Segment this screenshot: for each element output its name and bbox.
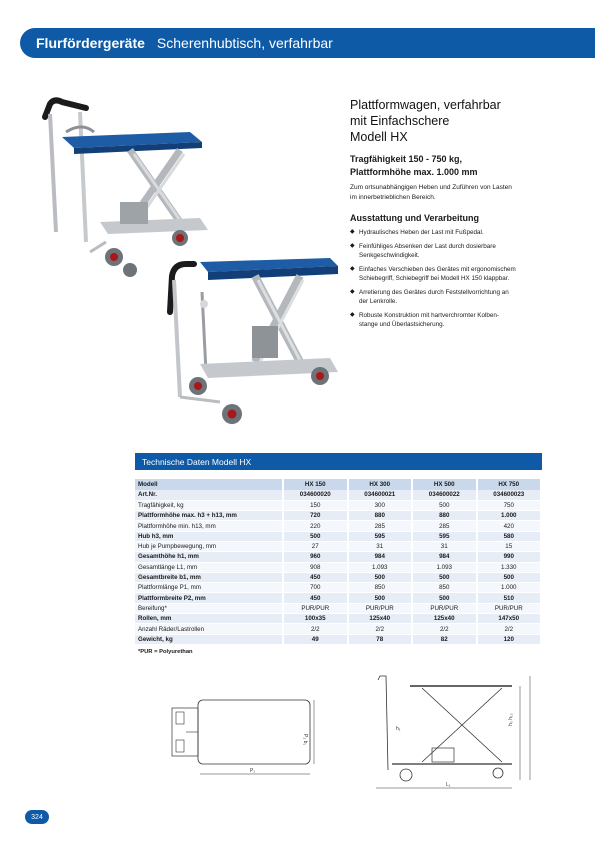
dim-label-length: P₁ bbox=[250, 768, 256, 774]
table-cell: PUR/PUR bbox=[348, 603, 413, 613]
table-cell: 120 bbox=[477, 634, 542, 644]
table-cell: 034600023 bbox=[477, 490, 542, 500]
row-label: Plattformbreite P2, mm bbox=[135, 593, 283, 603]
table-cell: 82 bbox=[412, 634, 477, 644]
table-cell: 1.093 bbox=[412, 562, 477, 572]
row-label: Gewicht, kg bbox=[135, 634, 283, 644]
table-cell: 850 bbox=[412, 583, 477, 593]
table-row bbox=[135, 552, 541, 562]
table-row bbox=[135, 624, 541, 634]
column-header: HX 750 bbox=[477, 479, 542, 490]
table-row bbox=[135, 521, 541, 531]
table-cell: 285 bbox=[348, 521, 413, 531]
bullet-icon: ◆ bbox=[350, 265, 355, 272]
dim-label-width: P₂ b₁ bbox=[302, 734, 308, 746]
table-cell: PUR/PUR bbox=[412, 603, 477, 613]
row-label: Tragfähigkeit, kg bbox=[135, 500, 283, 510]
table-row bbox=[135, 511, 541, 521]
table-cell: 500 bbox=[412, 500, 477, 510]
table-cell: 49 bbox=[283, 634, 348, 644]
row-label: Hub h3, mm bbox=[135, 531, 283, 541]
table-cell: 1.330 bbox=[477, 562, 542, 572]
table-cell: 150 bbox=[283, 500, 348, 510]
drawing-top-view bbox=[160, 688, 330, 793]
table-cell: 1.093 bbox=[348, 562, 413, 572]
table-cell: 990 bbox=[477, 552, 542, 562]
dim-label-h1: h₁ bbox=[396, 726, 401, 732]
table-cell: 595 bbox=[412, 531, 477, 541]
feature-item: ◆ Hydraulisches Heben der Last mit Fußpedal. bbox=[350, 229, 484, 236]
bullet-icon: ◆ bbox=[350, 311, 355, 318]
chapter-title: Flurfördergeräte bbox=[36, 35, 145, 51]
table-cell: 450 bbox=[283, 572, 348, 582]
table-cell: 880 bbox=[348, 511, 413, 521]
table-cell: 2/2 bbox=[412, 624, 477, 634]
technical-data-block bbox=[135, 453, 542, 655]
table-header-row bbox=[135, 479, 541, 490]
table-cell: 034600021 bbox=[348, 490, 413, 500]
bullet-icon: ◆ bbox=[350, 288, 355, 295]
table-row bbox=[135, 603, 541, 613]
table-cell: 700 bbox=[283, 583, 348, 593]
table-cell: 125x40 bbox=[412, 614, 477, 624]
table-row bbox=[135, 583, 541, 593]
table-cell: 500 bbox=[283, 531, 348, 541]
table-cell: 880 bbox=[412, 511, 477, 521]
technical-data-table bbox=[135, 479, 542, 645]
table-cell: 125x40 bbox=[348, 614, 413, 624]
table-cell: 1.000 bbox=[477, 511, 542, 521]
table-cell: 450 bbox=[283, 593, 348, 603]
column-header: HX 150 bbox=[283, 479, 348, 490]
row-label: Bereifung* bbox=[135, 603, 283, 613]
table-row bbox=[135, 634, 541, 644]
table-cell: 300 bbox=[348, 500, 413, 510]
table-cell: 500 bbox=[412, 572, 477, 582]
row-label: Plattformhöhe min. h13, mm bbox=[135, 521, 283, 531]
bullet-icon: ◆ bbox=[350, 229, 355, 235]
product-info bbox=[350, 97, 560, 334]
table-cell: PUR/PUR bbox=[477, 603, 542, 613]
table-cell: 27 bbox=[283, 541, 348, 551]
page-number: 324 bbox=[25, 810, 49, 824]
table-cell: 285 bbox=[412, 521, 477, 531]
table-cell: 908 bbox=[283, 562, 348, 572]
chapter-subtitle: Scherenhubtisch, verfahrbar bbox=[156, 35, 333, 51]
column-header: HX 300 bbox=[348, 479, 413, 490]
table-footnote: *PUR = Polyurethan bbox=[138, 648, 193, 655]
table-row bbox=[135, 541, 541, 551]
features-heading: Ausstattung und Verarbeitung bbox=[350, 213, 480, 223]
row-label: Gesamthöhe h1, mm bbox=[135, 552, 283, 562]
product-key-specs: Tragfähigkeit 150 - 750 kg, Plattformhöhe max. 1.000 mm bbox=[350, 154, 478, 177]
feature-item: ◆ Feinfühliges Absenken der Last durch dosierbare Senkgeschwindigkeit. bbox=[350, 242, 496, 259]
technical-data-heading: Technische Daten Modell HX bbox=[135, 453, 542, 470]
chapter-header-bar bbox=[20, 28, 595, 58]
column-header: Modell bbox=[135, 479, 283, 490]
table-cell: 850 bbox=[348, 583, 413, 593]
feature-item: ◆ Arretierung des Gerätes durch Feststellvorrichtung an der Lenkrolle. bbox=[350, 288, 509, 305]
row-label: Anzahl Räder/Lastrollen bbox=[135, 624, 283, 634]
row-label: Hub je Pumpbewegung, mm bbox=[135, 541, 283, 551]
table-cell: 580 bbox=[477, 531, 542, 541]
table-cell: 500 bbox=[477, 572, 542, 582]
table-cell: 750 bbox=[477, 500, 542, 510]
table-cell: 034600020 bbox=[283, 490, 348, 500]
product-title: Plattformwagen, verfahrbar mit Einfachschere Modell HX bbox=[350, 98, 501, 144]
table-row bbox=[135, 490, 541, 500]
table-cell: 595 bbox=[348, 531, 413, 541]
table-cell: 720 bbox=[283, 511, 348, 521]
table-cell: 220 bbox=[283, 521, 348, 531]
table-cell: 420 bbox=[477, 521, 542, 531]
table-row bbox=[135, 614, 541, 624]
drawing-side-view bbox=[362, 670, 542, 805]
table-cell: 15 bbox=[477, 541, 542, 551]
column-header: HX 500 bbox=[412, 479, 477, 490]
table-cell: 31 bbox=[348, 541, 413, 551]
table-cell: 2/2 bbox=[348, 624, 413, 634]
product-photo-hx-series bbox=[160, 252, 345, 432]
table-row bbox=[135, 572, 541, 582]
table-cell: 034600022 bbox=[412, 490, 477, 500]
table-cell: 2/2 bbox=[283, 624, 348, 634]
table-cell: 78 bbox=[348, 634, 413, 644]
table-cell: 500 bbox=[348, 572, 413, 582]
table-row bbox=[135, 500, 541, 510]
bullet-icon: ◆ bbox=[350, 242, 355, 249]
row-label: Gesamtlänge L1, mm bbox=[135, 562, 283, 572]
table-row bbox=[135, 562, 541, 572]
table-row bbox=[135, 531, 541, 541]
table-cell: 1.000 bbox=[477, 583, 542, 593]
dim-label-h3-h13: h₃ h₁₃ bbox=[508, 713, 514, 726]
features-list bbox=[350, 228, 560, 330]
product-description: Zum ortsunabhängigen Heben und Zuführen von Lasten im innerbetrieblichen Bereich. bbox=[350, 184, 512, 201]
table-cell: 500 bbox=[412, 593, 477, 603]
table-cell: 510 bbox=[477, 593, 542, 603]
table-row bbox=[135, 593, 541, 603]
table-cell: PUR/PUR bbox=[283, 603, 348, 613]
row-label: Rollen, mm bbox=[135, 614, 283, 624]
row-label: Plattformhöhe max. h3 + h13, mm bbox=[135, 511, 283, 521]
feature-item: ◆ Einfaches Verschieben des Gerätes mit ergonomischem Schiebegriff, Schiebegriff bei Modell HX 150 klappbar. bbox=[350, 265, 516, 282]
row-label: Art.Nr. bbox=[135, 490, 283, 500]
table-cell: 984 bbox=[412, 552, 477, 562]
table-cell: 500 bbox=[348, 593, 413, 603]
feature-item: ◆ Robuste Konstruktion mit hartverchromter Kolben- stange und Überlastsicherung. bbox=[350, 311, 499, 328]
table-cell: 31 bbox=[412, 541, 477, 551]
table-cell: 984 bbox=[348, 552, 413, 562]
table-cell: 100x35 bbox=[283, 614, 348, 624]
table-cell: 960 bbox=[283, 552, 348, 562]
row-label: Gesamtbreite b1, mm bbox=[135, 572, 283, 582]
row-label: Plattformlänge P1, mm bbox=[135, 583, 283, 593]
dim-label-l1: L₁ bbox=[446, 782, 451, 788]
table-cell: 147x50 bbox=[477, 614, 542, 624]
table-cell: 2/2 bbox=[477, 624, 542, 634]
